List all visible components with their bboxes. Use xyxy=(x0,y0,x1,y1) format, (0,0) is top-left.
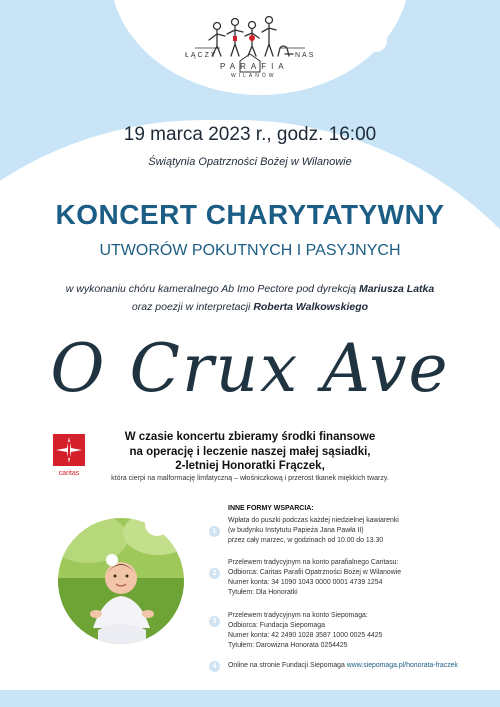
poetry-text: oraz poezji w interpretacji xyxy=(131,301,254,313)
support-line: (w budynku Instytutu Papieża Jana Pawła II) xyxy=(228,527,364,534)
support-line: Odbiorca: Fundacja Siepomaga xyxy=(228,622,325,629)
support-item xyxy=(209,661,489,673)
logo-text-right: NAS xyxy=(295,52,316,59)
support-line: Tytułem: Darowizna Honorata 0254425 xyxy=(228,642,348,649)
script-title: O Crux Ave xyxy=(50,330,450,407)
support-line: Numer konta: 42 2490 1028 3587 1000 0025 4425 xyxy=(228,632,383,639)
reciter-name: Roberta Walkowskiego xyxy=(253,301,369,313)
caritas-label: caritas xyxy=(58,470,80,477)
number-badge: 3 xyxy=(209,616,220,627)
child-photo-illustration xyxy=(58,518,184,644)
logo-text-main: PARAFIA xyxy=(220,62,289,71)
logo-text-left: ŁĄCZY xyxy=(185,52,218,59)
performers-text: w wykonaniu chóru kameralnego Ab Imo Pectore pod dyrekcją xyxy=(65,283,359,295)
photo-dot xyxy=(145,512,169,536)
support-line: przez cały marzec, w godzinach od 10.00 do 13.30 xyxy=(228,537,384,544)
event-venue: Świątynia Opatrzności Bożej w Wilanowie xyxy=(148,156,352,168)
support-line: Wpłata do puszki podczas każdej niedzielnej kawiarenki xyxy=(228,517,399,524)
number-badge: 4 xyxy=(209,661,220,672)
support-line: Numer konta: 34 1090 1043 0000 0001 4739 1254 xyxy=(228,579,383,586)
fundraiser-note: która cierpi na malformację limfatyczną – włośniczkową i przerost tkanek miękkich twarzy. xyxy=(111,475,389,482)
fundraiser-line-2: na operację i leczenie naszej małej sąsiadki, xyxy=(129,445,371,458)
support-line: Przelewem tradycyjnym na konto parafialnego Caritasu: xyxy=(228,559,399,566)
event-subtitle: UTWORÓW POKUTNYCH I PASYJNYCH xyxy=(99,242,401,259)
logo-text-sub: WILANÓW xyxy=(231,73,277,79)
child-photo xyxy=(58,518,184,644)
fundraiser-line-3: 2-letniej Honoratki Frączek, xyxy=(175,460,325,472)
number-badge: 2 xyxy=(209,568,220,579)
support-title: INNE FORMY WSPARCIA: xyxy=(228,505,314,512)
performers xyxy=(0,280,500,316)
fundraiser-line-1: W czasie koncertu zbieramy środki finansowe xyxy=(124,431,376,443)
support-item xyxy=(209,611,489,653)
bottom-band xyxy=(0,690,500,707)
fundraiser-headline xyxy=(0,430,500,474)
event-date: 19 marca 2023 r., godz. 16:00 xyxy=(123,124,377,145)
support-line: Przelewem tradycyjnym na konto Siepomaga: xyxy=(228,612,368,619)
support-line: Odbiorca: Caritas Parafii Opatrzności Bożej w Wilanowie xyxy=(228,569,402,576)
parish-logo xyxy=(185,14,315,84)
background-dot xyxy=(365,30,387,52)
siepomaga-link[interactable]: www.siepomaga.pl/honorata-fraczek xyxy=(346,662,458,669)
support-line: Online na stronie Fundacji Siepomaga xyxy=(228,662,347,669)
support-item xyxy=(209,558,489,600)
conductor-name: Mariusza Latka xyxy=(358,283,435,295)
support-line: Tytułem: Dla Honoratki xyxy=(228,589,298,596)
support-item xyxy=(209,516,489,548)
number-badge: 1 xyxy=(209,526,220,537)
event-title: KONCERT CHARYTATYWNY xyxy=(55,199,445,230)
